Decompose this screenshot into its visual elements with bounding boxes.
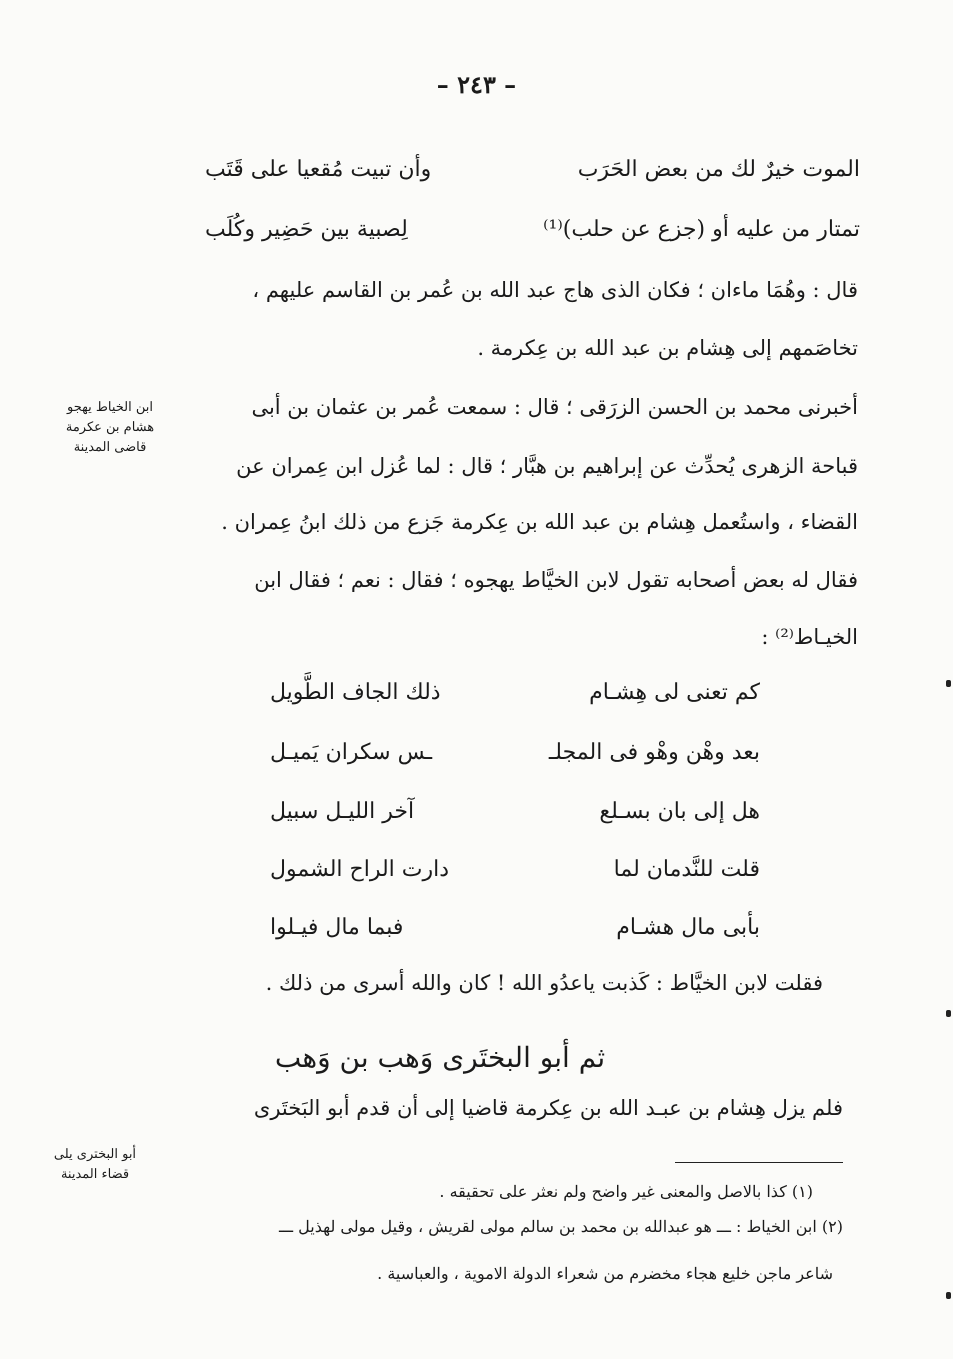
margin-note: [25, 1145, 165, 1185]
footnote-divider: [675, 1162, 843, 1163]
verse-hemistich: وأن تبيت مُقعيا على قَتَب: [205, 157, 432, 182]
verse-hemistich: بأبى مال هشـام: [616, 915, 760, 940]
margin-note-line: هشام بن عكرمة: [65, 420, 155, 435]
verse-row: [270, 797, 760, 831]
verse-hemistich: قلت للنَّدمان لما: [613, 857, 760, 882]
verse-hemistich: كم تعنى لى هِشـام: [589, 680, 760, 705]
footnote: (١) كذا بالاصل والمعنى غير واضح ولم نعثر على تحقيقه .: [439, 1182, 813, 1201]
verse-hemistich: دارت الراح الشمول: [270, 857, 450, 882]
margin-note-line: أبو البخترى يلى: [53, 1147, 137, 1162]
paragraph-line: تخاصَمهم إلى هِشام بن عبد الله بن عِكرمة .: [477, 336, 858, 360]
paragraph-line: الخيـاط⁽²⁾ :: [761, 625, 858, 649]
scan-speck: [946, 1010, 951, 1017]
scan-speck: [946, 1292, 951, 1299]
verse-row: [270, 738, 760, 772]
section-heading: ثم أبو البختَرى وَهب بن وَهب: [274, 1041, 606, 1074]
paragraph-line: قباحة الزهرى يُحدِّث عن إبراهيم بن هبَّار ؛ قال : لما عُزل ابن عِمران عن: [236, 454, 858, 478]
closing-line: فقلت لابن الخيَّاط : كَذبت ياعدُو الله ! كان والله أسرى من ذلك .: [265, 971, 823, 995]
verse-hemistich: فبما مال فيـلوا: [270, 915, 404, 940]
verse-row: [205, 215, 860, 249]
paragraph-line: فلم يزل هِشام بن عبـد الله بن عِكرمة قاضيا إلى أن قدم أبو البَختَرى: [253, 1096, 843, 1120]
verse-hemistich: لِصبية بين حَضِير وكُلَب: [205, 217, 408, 242]
margin-note: [40, 398, 180, 458]
verse-row: [205, 155, 860, 189]
paragraph-line: القضاء ، واستُعمل هِشام بن عبد الله بن عِكرمة جَزع من ذلك ابنُ عِمران .: [221, 510, 858, 534]
verse-hemistich: بعد وهْن وهْو فى المجلـ: [548, 740, 760, 765]
verse-row: [270, 855, 760, 889]
page-number: – ٢٤٣ –: [436, 70, 517, 99]
margin-note-line: قضاء المدينة: [60, 1167, 130, 1182]
verse-hemistich: ـس سكران يَميـل: [270, 740, 433, 765]
paragraph-line: أخبرنى محمد بن الحسن الزرَقى ؛ قال : سمعت عُمر بن عثمان بن أبى: [251, 395, 858, 419]
verse-hemistich: آخر الليـل سبيل: [270, 799, 415, 824]
paragraph-line: فقال له بعض أصحابه تقول لابن الخيَّاط يهجوه ؛ فقال : نعم ؛ فقال ابن: [254, 568, 858, 592]
verse-hemistich: هل إلى بان بسـلع: [599, 799, 760, 824]
footnote: (٢) ابن الخياط : ـــ هو عبدالله بن محمد بن سالم مولى لقريش ، وقيل مولى لهذيل ـــ: [278, 1217, 843, 1236]
verse-row: [270, 678, 760, 712]
verse-hemistich: تمتار من عليه أو (جزع عن حلب)⁽¹⁾: [543, 217, 860, 242]
margin-note-line: قاضى المدينة: [73, 440, 147, 455]
verse-hemistich: ذلك الجاف الطَّويل: [270, 680, 441, 705]
verse-row: [270, 913, 760, 947]
paragraph-line: قال : وهُمَا ماءان ؛ فكان الذى هاج عبد الله بن عُمر بن القاسم عليهم ،: [252, 278, 858, 302]
scan-speck: [946, 680, 951, 687]
verse-hemistich: الموت خيرٌ لك من بعض الحَرَب: [577, 157, 860, 182]
footnote: شاعر ماجن خليع هجاء مخضرم من شعراء الدولة الاموية ، والعباسية .: [377, 1264, 833, 1283]
margin-note-line: ابن الخياط يهجو: [67, 400, 153, 415]
